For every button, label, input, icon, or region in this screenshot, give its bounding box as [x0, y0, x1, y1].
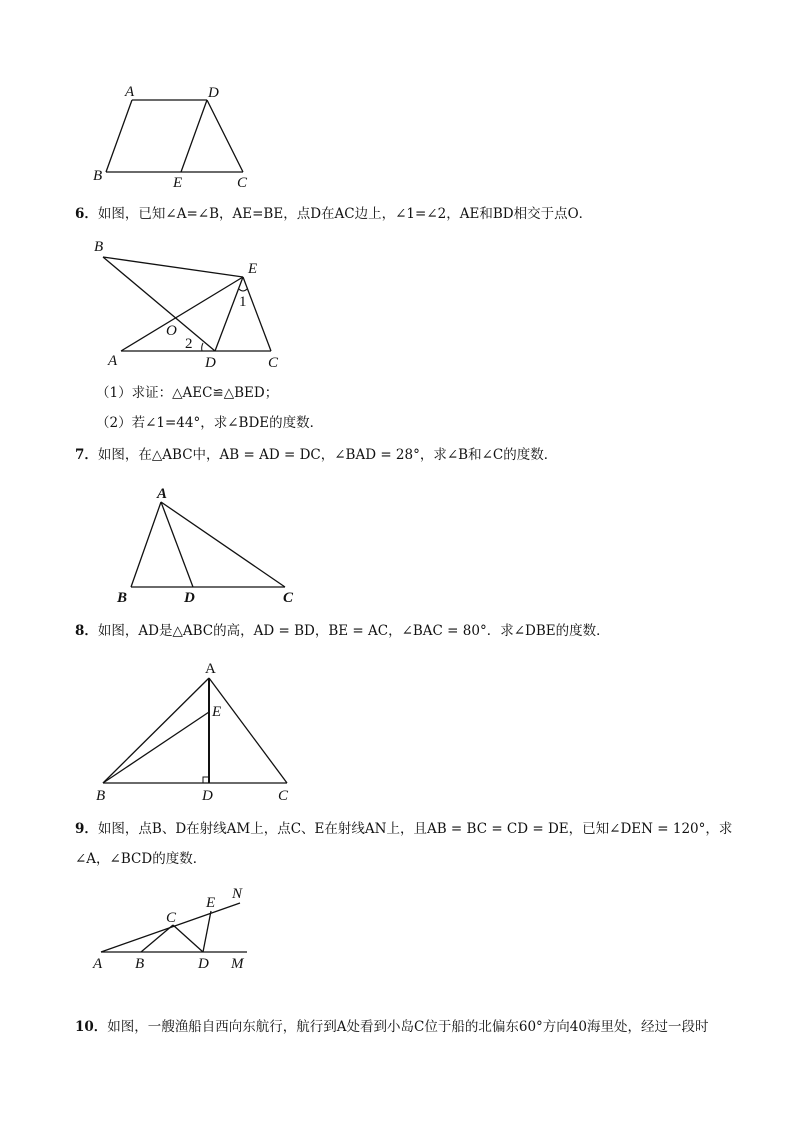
fig6-label-B: B — [94, 239, 104, 255]
fig5-label-C: C — [237, 175, 248, 191]
fig9-label-E: E — [206, 895, 216, 911]
fig8-label-E: E — [212, 704, 222, 720]
fig7-label-B: B — [117, 590, 128, 606]
q7-number: 7． — [75, 447, 98, 463]
fig5-label-B: B — [93, 168, 103, 184]
fig9-label-C: C — [166, 910, 177, 926]
q9-stem-line2: ∠A，∠BCD的度数． — [75, 851, 207, 867]
q9-text-line1: 如图，点B、D在射线AM上，点C、E在射线AN上，且AB = BC = CD = DE，已知∠DEN = 120°，求 — [97, 821, 733, 837]
fig8-label-C: C — [278, 788, 289, 804]
fig9-label-N: N — [232, 886, 243, 902]
fig6-label-E: E — [248, 261, 258, 277]
fig7-label-D: D — [184, 590, 195, 606]
fig9-label-D: D — [198, 956, 209, 972]
q6-text: 如图，已知∠A=∠B，AE=BE，点D在AC边上，∠1=∠2，AE和BD相交于点O． — [97, 206, 593, 222]
fig8-label-B: B — [96, 788, 106, 804]
q8-text: 如图，AD是△ABC的高，AD = BD，BE = AC，∠BAC = 80°．求∠DBE的度数． — [97, 623, 610, 639]
q10-number: 10． — [75, 1019, 108, 1035]
q10-text: 如图，一艘渔船自西向东航行，航行到A处看到小岛C位于船的北偏东60°方向40海里处，经过一段时 — [107, 1019, 709, 1035]
q8-number: 8． — [75, 623, 98, 639]
q6-subquestion-2: （2）若∠1=44°，求∠BDE的度数． — [96, 415, 324, 431]
fig6-label-D: D — [205, 355, 216, 371]
fig6-label-C: C — [268, 355, 279, 371]
fig7-label-A: A — [157, 486, 168, 502]
fig6-label-2: 2 — [185, 336, 193, 352]
q10-stem — [75, 1018, 708, 1036]
fig9-label-M: M — [231, 956, 244, 972]
fig8-label-A: A — [205, 661, 216, 677]
fig5-label-E: E — [173, 175, 183, 191]
fig7-label-C: C — [283, 590, 294, 606]
q6-number: 6． — [75, 206, 98, 222]
fig6-label-1: 1 — [239, 294, 247, 310]
fig9-label-A: A — [93, 956, 103, 972]
fig9-label-B: B — [135, 956, 145, 972]
fig5-label-D: D — [208, 85, 219, 101]
q9-number: 9． — [75, 821, 98, 837]
fig5-label-A: A — [125, 84, 135, 100]
q6-subquestion-1: （1）求证：△AEC≌△BED； — [96, 385, 279, 401]
fig8-label-D: D — [202, 788, 213, 804]
fig6-label-O: O — [166, 323, 177, 339]
q7-text: 如图，在△ABC中，AB = AD = DC，∠BAD = 28°，求∠B和∠C的度数． — [97, 447, 558, 463]
fig6-label-A: A — [108, 353, 118, 369]
